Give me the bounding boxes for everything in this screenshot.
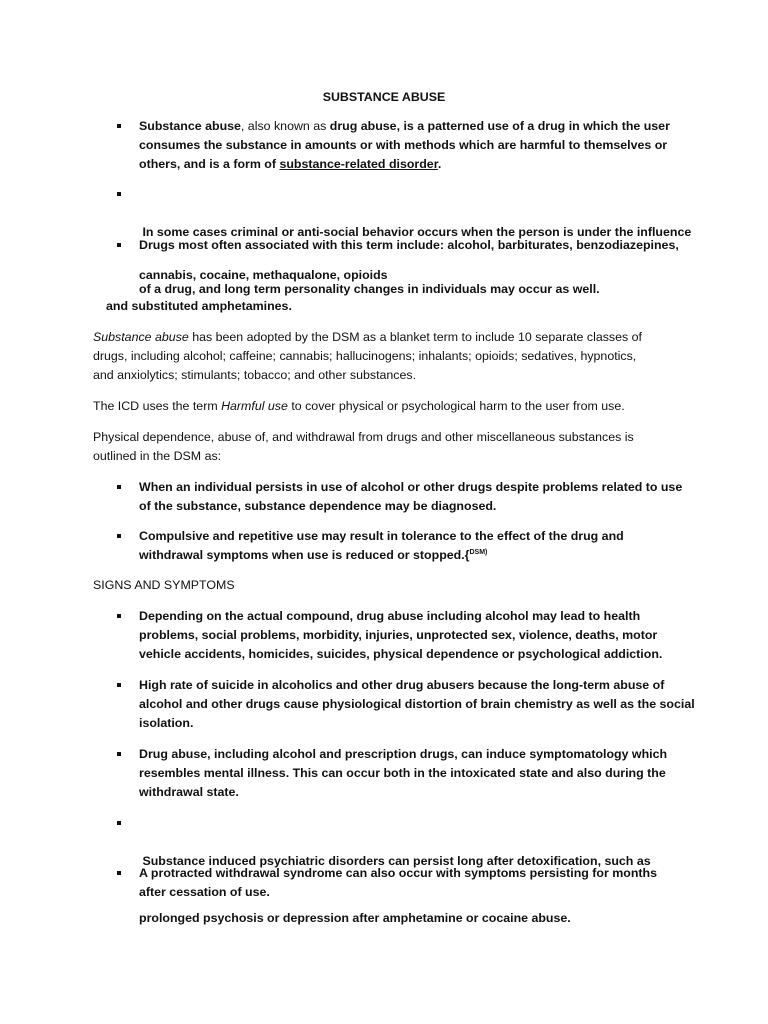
bullet-line: withdrawal symptoms when use is reduced or stopped.{$^{DSM)}$ <box>139 548 488 562</box>
bullet-icon <box>117 124 121 128</box>
bullet-line: A protracted withdrawal syndrome can also occur with symptoms persisting for months <box>139 866 657 880</box>
bullet-line: of a drug, and long term personality changes in individuals may occur as well. <box>139 282 600 296</box>
paragraph-line: outlined in the DSM as: <box>93 449 222 463</box>
bullet-icon <box>117 534 121 538</box>
paragraph-line: drugs, including alcohol; caffeine; cannabis; hallucinogens; inhalants; opioids; sedatives, hypnotics, <box>93 349 637 363</box>
paragraph-dependence <box>93 428 634 466</box>
bullet-line: Drug abuse, including alcohol and prescription drugs, can induce symptomatology which <box>139 747 668 761</box>
bullet-item-definition <box>139 117 699 174</box>
bullet-line: isolation. <box>139 716 194 730</box>
bullet-line: High rate of suicide in alcoholics and other drug abusers because the long-term abuse of <box>139 678 665 692</box>
paragraph-line: Substance abuse has been adopted by the DSM as a blanket term to include 10 separate classes of <box>93 330 642 344</box>
bullet-line: In some cases criminal or anti-social behavior occurs when the person is under the influence <box>139 225 692 239</box>
paragraph-icd: The ICD uses the term Harmful use to cover physical or psychological harm to the user from use. <box>93 399 625 413</box>
bullet-line: Drugs most often associated with this term include: alcohol, barbiturates, benzodiazepines, <box>139 238 679 252</box>
bullet-line: problems, social problems, morbidity, injuries, unprotected sex, violence, deaths, motor <box>139 628 658 642</box>
bullet-icon <box>117 683 121 687</box>
bullet-icon <box>117 752 121 756</box>
bullet-icon <box>117 614 121 618</box>
bullet-line: others, and is a form of substance-related disorder. <box>139 157 442 171</box>
bullet-item-drugs <box>139 236 699 255</box>
bullet-continuation: and substituted amphetamines. <box>106 299 292 313</box>
document-title: SUBSTANCE ABUSE <box>322 90 446 104</box>
bullet-line: withdrawal state. <box>139 785 239 799</box>
bullet-icon <box>117 243 121 247</box>
bullet-icon <box>117 871 121 875</box>
bullet-item-health-problems <box>139 607 699 664</box>
bullet-line: Substance induced psychiatric disorders can persist long after detoxification, such as <box>139 854 651 868</box>
bullet-line: consumes the substance in amounts or with methods which are harmful to themselves or <box>139 138 668 152</box>
paragraph-dsm <box>93 328 642 385</box>
bullet-item-withdrawal-syndrome <box>139 864 699 902</box>
bullet-item-suicide <box>139 676 699 733</box>
bullet-item-mental-illness <box>139 745 699 802</box>
section-heading-signs: SIGNS AND SYMPTOMS <box>93 578 235 592</box>
bullet-line: vehicle accidents, homicides, suicides, physical dependence or psychological addiction. <box>139 647 663 661</box>
bullet-line: alcohol and other drugs cause physiological distortion of brain chemistry as well as the social <box>139 697 695 711</box>
bullet-icon <box>117 821 121 825</box>
citation-superscript: DSM) <box>469 549 488 556</box>
paragraph-line: Physical dependence, abuse of, and withdrawal from drugs and other miscellaneous substances is <box>93 430 634 444</box>
bullet-line: after cessation of use. <box>139 885 270 899</box>
bullet-line: cannabis, cocaine, methaqualone, opioids <box>139 268 388 282</box>
bullet-line: prolonged psychosis or depression after amphetamine or cocaine abuse. <box>139 911 571 925</box>
bullet-line: Substance abuse, also known as drug abuse, is a patterned use of a drug in which the user <box>139 119 670 133</box>
bullet-line: Depending on the actual compound, drug abuse including alcohol may lead to health <box>139 609 641 623</box>
bullet-line: resembles mental illness. This can occur both in the intoxicated state and also during the <box>139 766 666 780</box>
bullet-line: of the substance, substance dependence may be diagnosed. <box>139 499 497 513</box>
paragraph-line: and anxiolytics; stimulants; tobacco; and other substances. <box>93 368 417 382</box>
bullet-item-tolerance <box>139 527 699 565</box>
bullet-icon <box>117 192 121 196</box>
bullet-line: When an individual persists in use of alcohol or other drugs despite problems related to use <box>139 480 683 494</box>
bullet-line: Compulsive and repetitive use may result in tolerance to the effect of the drug and <box>139 529 624 543</box>
bullet-icon <box>117 485 121 489</box>
substance-related-disorder-link[interactable]: substance-related disorder <box>279 157 438 171</box>
bullet-item-dependence <box>139 478 699 516</box>
